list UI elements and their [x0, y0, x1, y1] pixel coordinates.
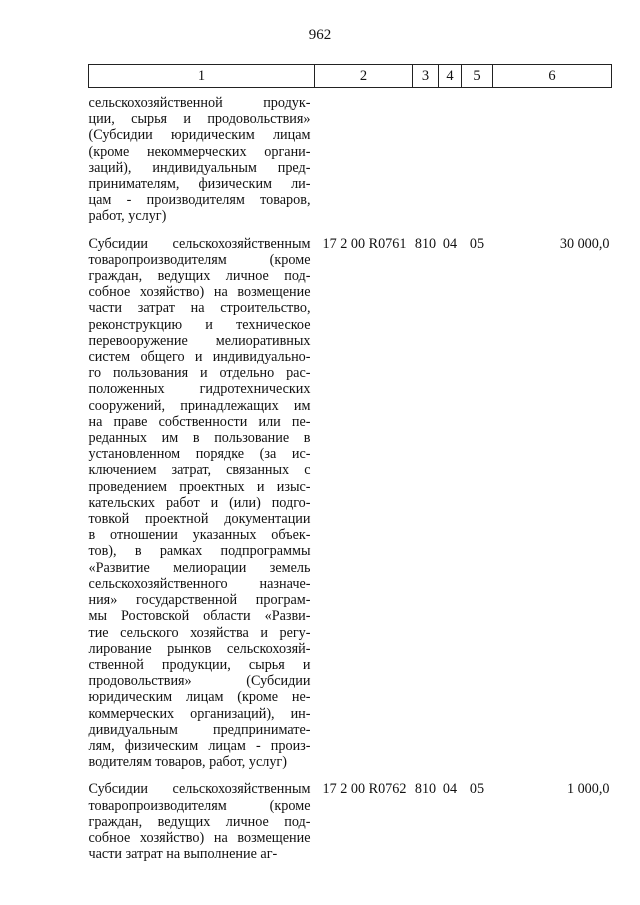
- description-line: товкой проектной документации: [88, 511, 311, 528]
- description-line: проведением проектных и изыс-: [88, 478, 311, 495]
- description-line: тие сельского хозяйства и регу-: [88, 624, 311, 641]
- row-subsection: [462, 88, 493, 225]
- row-section: [439, 88, 462, 225]
- description-line: граждан, ведущих личное под-: [88, 268, 311, 285]
- description-line: ственной продукции, сырья и: [88, 656, 311, 673]
- description-line: сельскохозяйственной продук-: [88, 95, 311, 111]
- description-line: «Развитие мелиорации земель: [88, 559, 311, 576]
- description-line: собное хозяйство) на возмещение: [88, 829, 311, 846]
- description-line: лям, физическим лицам - произ-: [88, 737, 311, 754]
- description-line: части затрат на выполнение аг-: [88, 846, 278, 863]
- description-line: юридическим лицам (кроме не-: [88, 689, 311, 706]
- page-number: 962: [308, 27, 332, 43]
- row-expense-type: [413, 88, 439, 225]
- description-line: ции, сырья и продовольствия»: [88, 111, 311, 128]
- row-amount: [493, 88, 612, 225]
- description-line: коммерческих организаций), ин-: [88, 705, 311, 722]
- table-row: [89, 770, 612, 862]
- description-line: части затрат на строительство,: [88, 300, 311, 317]
- description-line: реконструкцию и техническое: [88, 316, 311, 333]
- description-line: принимателям, физическим ли-: [88, 176, 311, 193]
- row-section: 04: [442, 781, 458, 798]
- description-line: товаропроизводителям (кроме: [88, 797, 311, 814]
- description-line: го пользования и отдельно рас-: [88, 365, 311, 382]
- description-line: кательских работ и (или) подго-: [88, 494, 311, 511]
- table-body: [89, 88, 612, 863]
- row-description: [89, 770, 315, 862]
- table-header-row: [89, 65, 612, 88]
- row-code: [315, 88, 413, 225]
- description-line: (Субсидии юридическим лицам: [88, 127, 311, 144]
- row-code: 17 2 00 R0762: [322, 781, 407, 798]
- row-expense-type: 810: [414, 781, 437, 798]
- row-section: 04: [442, 235, 458, 252]
- description-line: лирование рынков сельскохозяй-: [88, 640, 311, 657]
- budget-table: [88, 64, 612, 862]
- row-amount: 1 000,0: [566, 781, 610, 798]
- row-expense-type: 810: [414, 235, 437, 252]
- description-line: ния» государственной програм-: [88, 592, 311, 609]
- description-line: цам - производителям товаров,: [88, 192, 311, 209]
- description-line: тов), в рамках подпрограммы: [88, 543, 311, 560]
- description-line: Субсидии сельскохозяйственным: [88, 781, 311, 798]
- description-line: в отношении указанных объек-: [88, 527, 311, 544]
- column-header: 3: [413, 65, 439, 88]
- description-line: дивидуальным предпринимате-: [88, 721, 311, 738]
- description-line: собное хозяйство) на возмещение: [88, 284, 311, 301]
- description-line: Субсидии сельскохозяйственным: [88, 235, 311, 252]
- description-line: реданных им в пользование в: [88, 430, 311, 447]
- description-line: систем общего и индивидуально-: [88, 349, 311, 366]
- description-line: работ, услуг): [88, 208, 167, 225]
- description-line: граждан, ведущих личное под-: [88, 813, 311, 830]
- row-subsection: 05: [469, 235, 485, 252]
- description-line: заций), индивидуальным пред-: [88, 159, 311, 176]
- row-code: 17 2 00 R0761: [322, 235, 407, 252]
- description-line: положенных гидротехнических: [88, 381, 311, 398]
- description-line: установленном порядке (за ис-: [88, 446, 311, 463]
- column-header: 2: [315, 65, 413, 88]
- description-line: сооружений, принадлежащих им: [88, 397, 311, 414]
- description-line: водителям товаров, работ, услуг): [88, 754, 287, 771]
- description-line: перевооружение мелиоративных: [88, 332, 311, 349]
- column-header: 1: [89, 65, 315, 88]
- row-description: [89, 225, 315, 771]
- column-header: 5: [462, 65, 493, 88]
- description-line: сельскохозяйственного назначе-: [88, 575, 311, 592]
- column-header: 4: [439, 65, 462, 88]
- row-amount: 30 000,0: [559, 235, 610, 252]
- description-line: мы Ростовской области «Разви-: [88, 608, 311, 625]
- description-line: ключением затрат, связанных с: [88, 462, 311, 479]
- description-line: на праве собственности или пе-: [88, 413, 311, 430]
- description-line: продовольствия» (Субсидии: [88, 673, 311, 690]
- description-line: (кроме некоммерческих органи-: [88, 143, 311, 160]
- row-subsection: 05: [469, 781, 485, 798]
- table-row: [89, 88, 612, 225]
- row-description: [89, 88, 315, 225]
- description-line: товаропроизводителям (кроме: [88, 251, 311, 268]
- table-row: [89, 225, 612, 771]
- column-header: 6: [493, 65, 612, 88]
